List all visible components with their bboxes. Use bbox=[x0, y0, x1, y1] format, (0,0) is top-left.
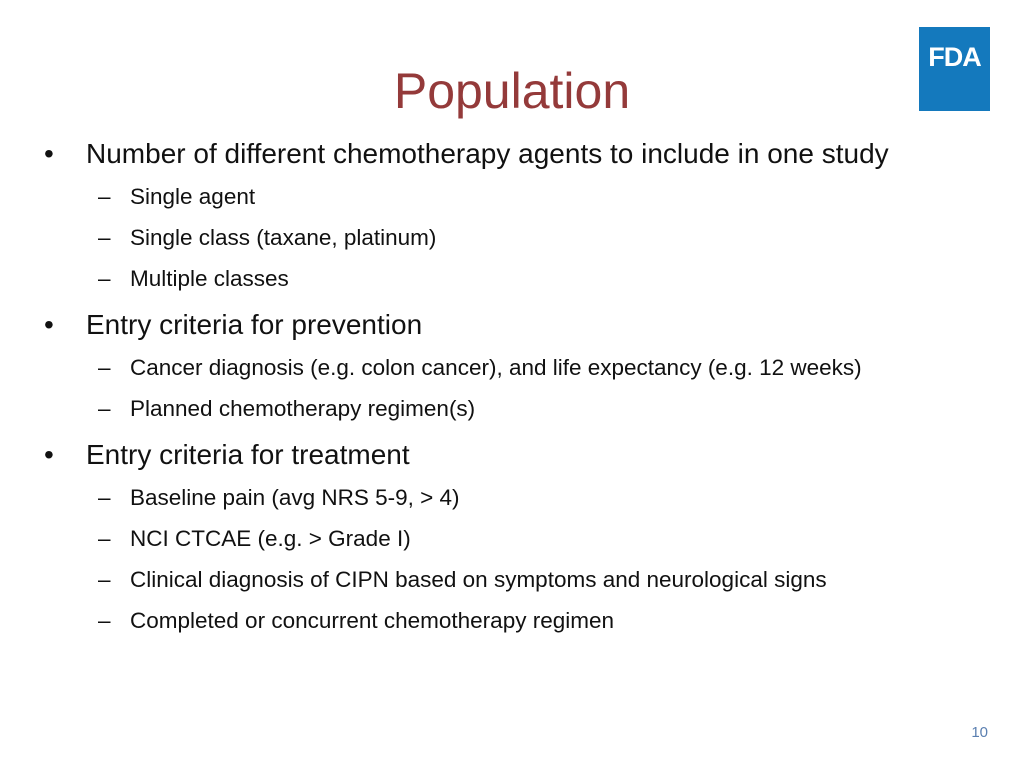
bullet-list bbox=[0, 134, 1010, 641]
bullet-icon: • bbox=[44, 439, 54, 470]
bullet-item bbox=[0, 305, 1010, 429]
fda-logo bbox=[919, 27, 990, 111]
sub-bullet-text: Single class (taxane, platinum) bbox=[130, 225, 437, 250]
sub-bullet-text: Single agent bbox=[130, 184, 256, 209]
dash-icon: – bbox=[98, 184, 111, 209]
sub-bullet-text: Clinical diagnosis of CIPN based on symptoms and neurological signs bbox=[130, 567, 827, 592]
dash-icon: – bbox=[98, 396, 111, 421]
bullet-item bbox=[0, 435, 1010, 641]
bullet-text: Entry criteria for treatment bbox=[86, 439, 410, 470]
sub-bullet-item bbox=[86, 518, 1010, 559]
bullet-text: Number of different chemotherapy agents to include in one study bbox=[86, 138, 889, 169]
dash-icon: – bbox=[98, 266, 111, 291]
sub-bullet-item bbox=[86, 559, 1010, 600]
sub-bullet-list bbox=[86, 176, 1010, 299]
sub-bullet-item bbox=[86, 600, 1010, 641]
bullet-icon: • bbox=[44, 138, 54, 169]
sub-bullet-text: Cancer diagnosis (e.g. colon cancer), and life expectancy (e.g. 12 weeks) bbox=[130, 355, 862, 380]
sub-bullet-item bbox=[86, 217, 1010, 258]
sub-bullet-list bbox=[86, 477, 1010, 641]
sub-bullet-text: Baseline pain (avg NRS 5-9, > 4) bbox=[130, 485, 460, 510]
dash-icon: – bbox=[98, 608, 111, 633]
bullet-item bbox=[0, 134, 1010, 299]
sub-bullet-text: Planned chemotherapy regimen(s) bbox=[130, 396, 476, 421]
dash-icon: – bbox=[98, 485, 111, 510]
fda-logo-text: FDA bbox=[928, 42, 981, 72]
slide-title: Population bbox=[393, 63, 631, 119]
bullet-text: Entry criteria for prevention bbox=[86, 309, 423, 340]
sub-bullet-text: Completed or concurrent chemotherapy regimen bbox=[130, 608, 614, 633]
bullet-icon: • bbox=[44, 309, 54, 340]
sub-bullet-item bbox=[86, 388, 1010, 429]
dash-icon: – bbox=[98, 526, 111, 551]
dash-icon: – bbox=[98, 355, 111, 380]
sub-bullet-item bbox=[86, 347, 1010, 388]
dash-icon: – bbox=[98, 567, 111, 592]
sub-bullet-text: Multiple classes bbox=[130, 266, 289, 291]
sub-bullet-item bbox=[86, 477, 1010, 518]
sub-bullet-item bbox=[86, 258, 1010, 299]
dash-icon: – bbox=[98, 225, 111, 250]
page-number: 10 bbox=[971, 724, 988, 741]
sub-bullet-text: NCI CTCAE (e.g. > Grade I) bbox=[130, 526, 411, 551]
sub-bullet-item bbox=[86, 176, 1010, 217]
sub-bullet-list bbox=[86, 347, 1010, 429]
